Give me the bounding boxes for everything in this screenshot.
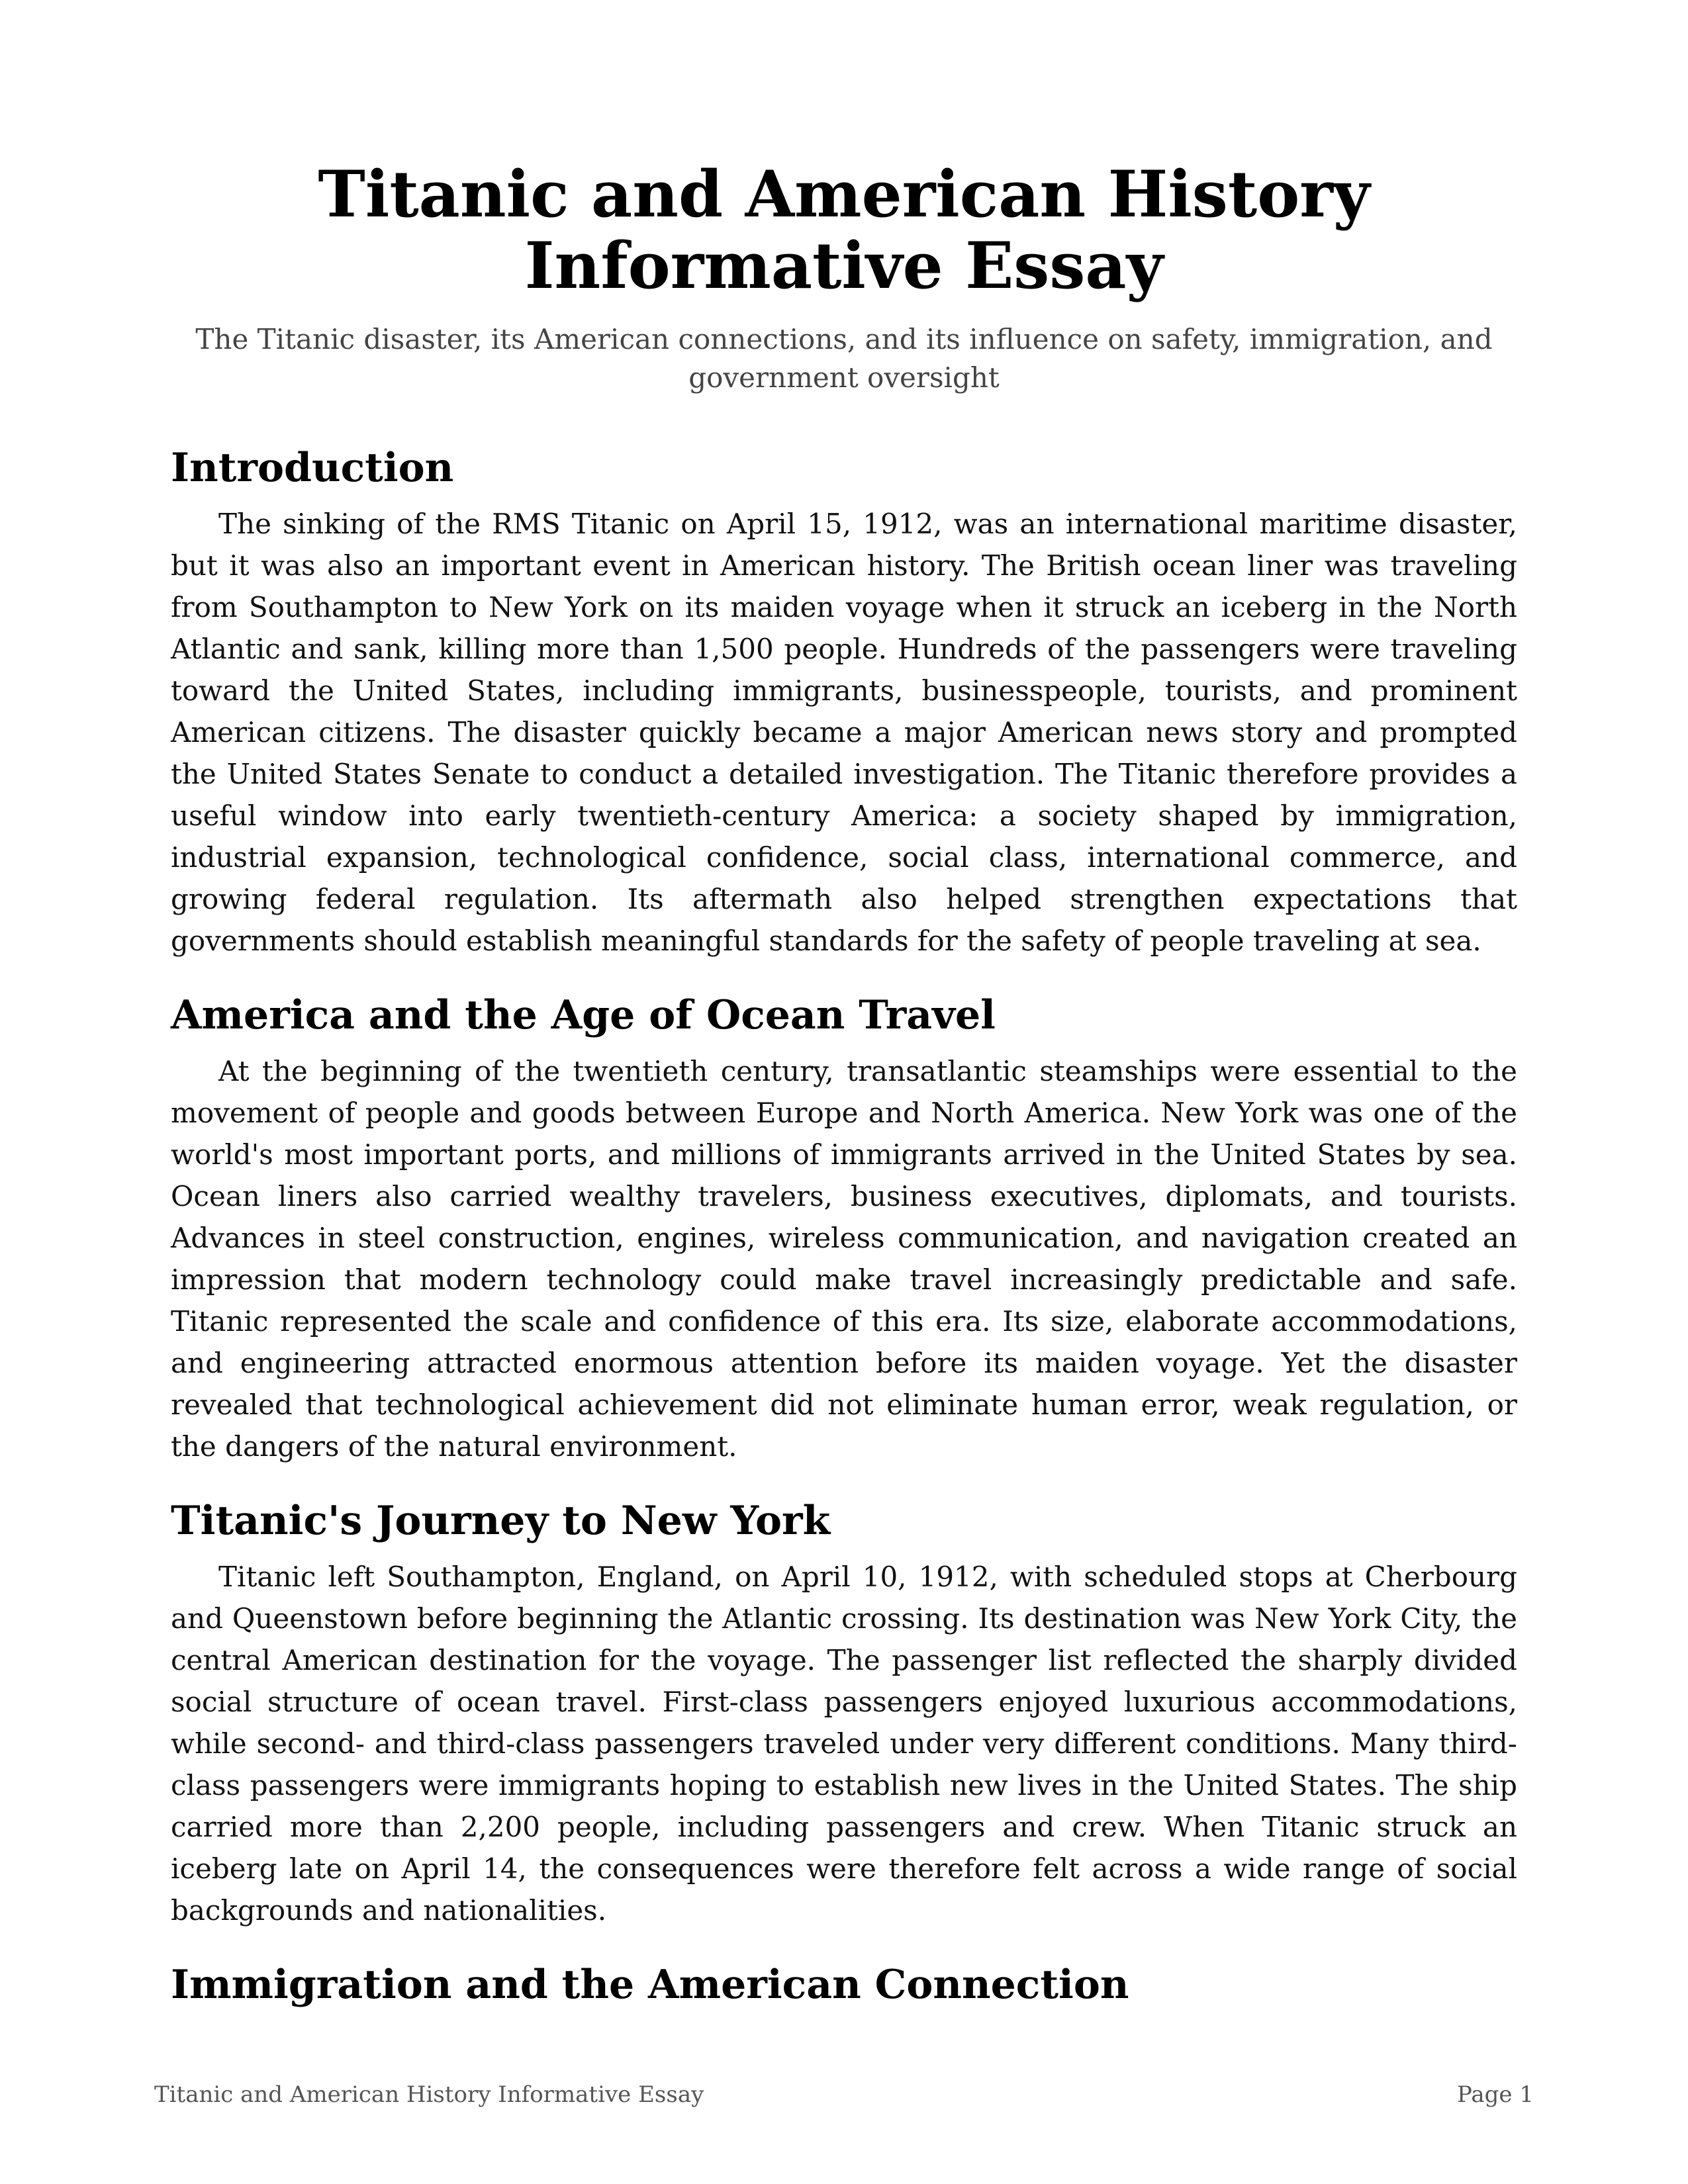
section-heading-introduction: Introduction bbox=[171, 445, 454, 491]
section-paragraph-introduction: The sinking of the RMS Titanic on April 15, 1912, was an international maritime disaster, but it was also an important event in American history. The British ocean liner was traveling from Southampton to New York on its maiden voyage when it struck an iceberg in the North Atlantic and sank, killing more than 1,500 people. Hundreds of the passengers were traveling toward the United States, including immigrants, businesspeople, tourists, and prominent American citizens. The disaster quickly became a major American news story and prompted the United States Senate to conduct a detailed investigation. The Titanic therefore provides a useful window into early twentieth-century America: a society shaped by immigration, industrial expansion, technological confidence, social class, international commerce, and growing federal regulation. Its aftermath also helped strengthen expectations that governments should establish meaningful standards for the safety of people traveling at sea. bbox=[171, 508, 1517, 957]
document-page bbox=[171, 159, 1517, 2008]
section-paragraph-journey: Titanic left Southampton, England, on April 10, 1912, with scheduled stops at Cherbourg and Queenstown before beginning the Atlantic crossing. Its destination was New York City, the central American destination for the voyage. The passenger list reflected the sharply divided social structure of ocean travel. First-class passengers enjoyed luxurious accommodations, while second- and third-class passengers traveled under very different conditions. Many third-class passengers were immigrants hoping to establish new lives in the United States. The ship carried more than 2,200 people, including passengers and crew. When Titanic struck an iceberg late on April 14, the consequences were therefore felt across a wide range of social backgrounds and nationalities. bbox=[171, 1561, 1517, 1927]
section-heading-ocean-travel: America and the Age of Ocean Travel bbox=[171, 992, 996, 1038]
title-line-2: Informative Essay bbox=[524, 228, 1164, 303]
section-heading-immigration: Immigration and the American Connection bbox=[171, 1962, 1129, 2008]
section-heading-journey: Titanic's Journey to New York bbox=[171, 1498, 831, 1544]
document-title bbox=[171, 159, 1517, 302]
title-line-1: Titanic and American History bbox=[318, 157, 1370, 232]
footer-page-number: Page 1 bbox=[1457, 2081, 1534, 2108]
footer-document-title: Titanic and American History Informative Essay bbox=[154, 2081, 704, 2108]
section-paragraph-ocean-travel: At the beginning of the twentieth century, transatlantic steamships were essential to the movement of people and goods between Europe and North America. New York was one of the world's most important ports, and millions of immigrants arrived in the United States by sea. Ocean liners also carried wealthy travelers, business executives, diplomats, and tourists. Advances in steel construction, engines, wireless communication, and navigation created an impression that modern technology could make travel increasingly predictable and safe. Titanic represented the scale and confidence of this era. Its size, elaborate accommodations, and engineering attracted enormous attention before its maiden voyage. Yet the disaster revealed that technological achievement did not eliminate human error, weak regulation, or the dangers of the natural environment. bbox=[171, 1055, 1517, 1463]
document-subtitle: The Titanic disaster, its American connections, and its influence on safety, immigration, and government oversight bbox=[195, 323, 1493, 394]
